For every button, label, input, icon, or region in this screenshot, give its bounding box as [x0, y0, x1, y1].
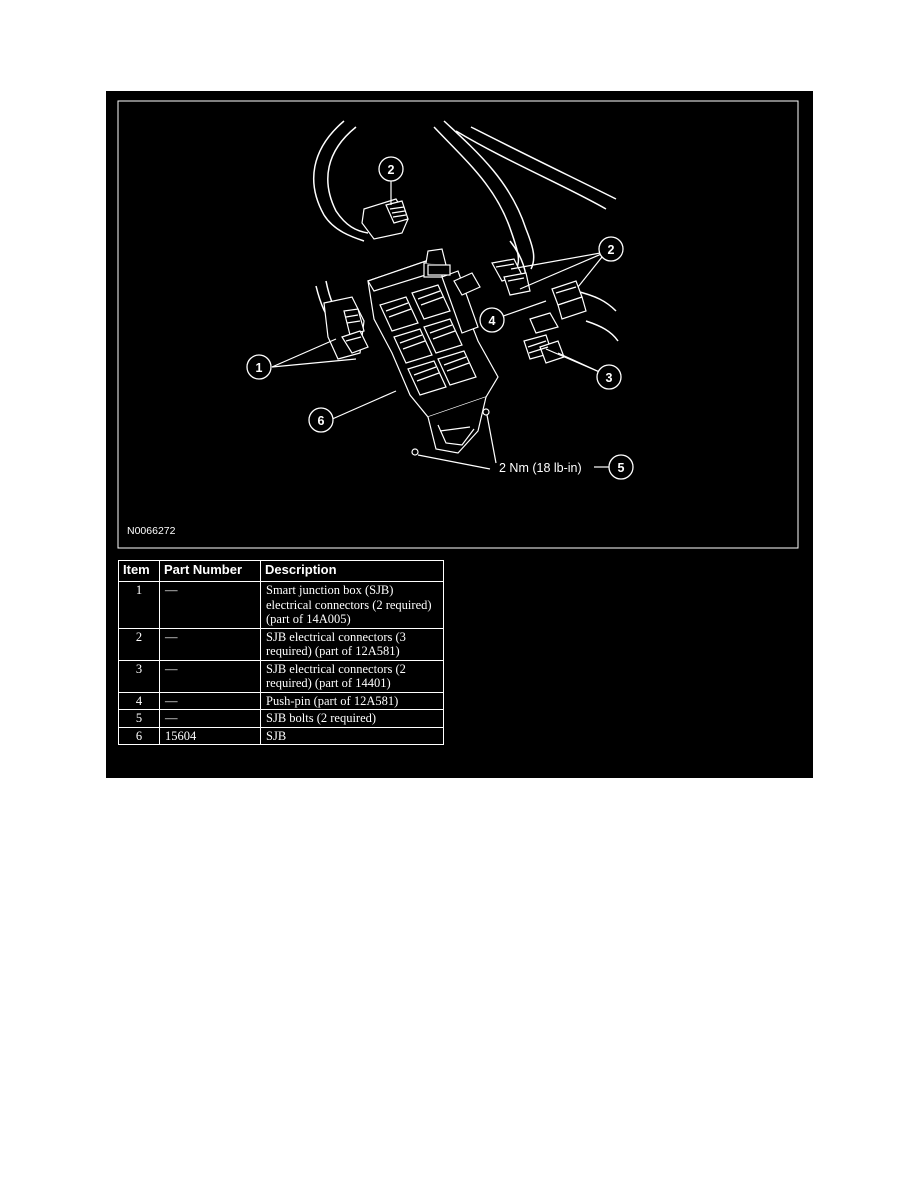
cell-item: 5 — [119, 710, 160, 728]
callout-2-top-label: 2 — [387, 163, 395, 177]
cell-description: SJB — [261, 727, 444, 745]
cell-item: 2 — [119, 628, 160, 660]
header-item: Item — [119, 561, 160, 582]
cell-part-number: — — [160, 628, 261, 660]
table-row — [119, 710, 444, 728]
connector-top — [362, 199, 408, 239]
callout-4-label: 4 — [488, 314, 496, 328]
header-description: Description — [261, 561, 444, 582]
cell-item: 3 — [119, 660, 160, 692]
table-row — [119, 628, 444, 660]
callout-3-label: 3 — [605, 371, 613, 385]
callout-6-label: 6 — [317, 414, 325, 428]
cell-part-number: — — [160, 660, 261, 692]
table-row — [119, 582, 444, 629]
connector-left — [324, 297, 368, 359]
cell-description: Smart junction box (SJB) electrical connectors (2 required) (part of 14A005) — [261, 582, 444, 629]
smart-junction-box — [368, 249, 498, 453]
cell-part-number: — — [160, 710, 261, 728]
cell-item: 4 — [119, 692, 160, 710]
figure-id: N0066272 — [127, 525, 176, 537]
connector-right — [492, 259, 586, 363]
table-row — [119, 727, 444, 745]
table-header-row — [119, 561, 444, 582]
header-part-number: Part Number — [160, 561, 261, 582]
figure-panel — [106, 91, 813, 778]
callout-2-right-label: 2 — [607, 243, 615, 257]
table-row — [119, 692, 444, 710]
cell-description: SJB electrical connectors (2 required) (part of 14401) — [261, 660, 444, 692]
cell-item: 1 — [119, 582, 160, 629]
cell-description: Push-pin (part of 12A581) — [261, 692, 444, 710]
cell-part-number: 15604 — [160, 727, 261, 745]
torque-label: 2 Nm (18 lb-in) — [499, 461, 582, 475]
callout-1-label: 1 — [255, 361, 263, 375]
table-row — [119, 660, 444, 692]
cell-part-number: — — [160, 692, 261, 710]
callout-5-label: 5 — [617, 461, 625, 475]
cell-description: SJB electrical connectors (3 required) (part of 12A581) — [261, 628, 444, 660]
parts-table — [118, 560, 444, 745]
cell-description: SJB bolts (2 required) — [261, 710, 444, 728]
cell-item: 6 — [119, 727, 160, 745]
cell-part-number: — — [160, 582, 261, 629]
